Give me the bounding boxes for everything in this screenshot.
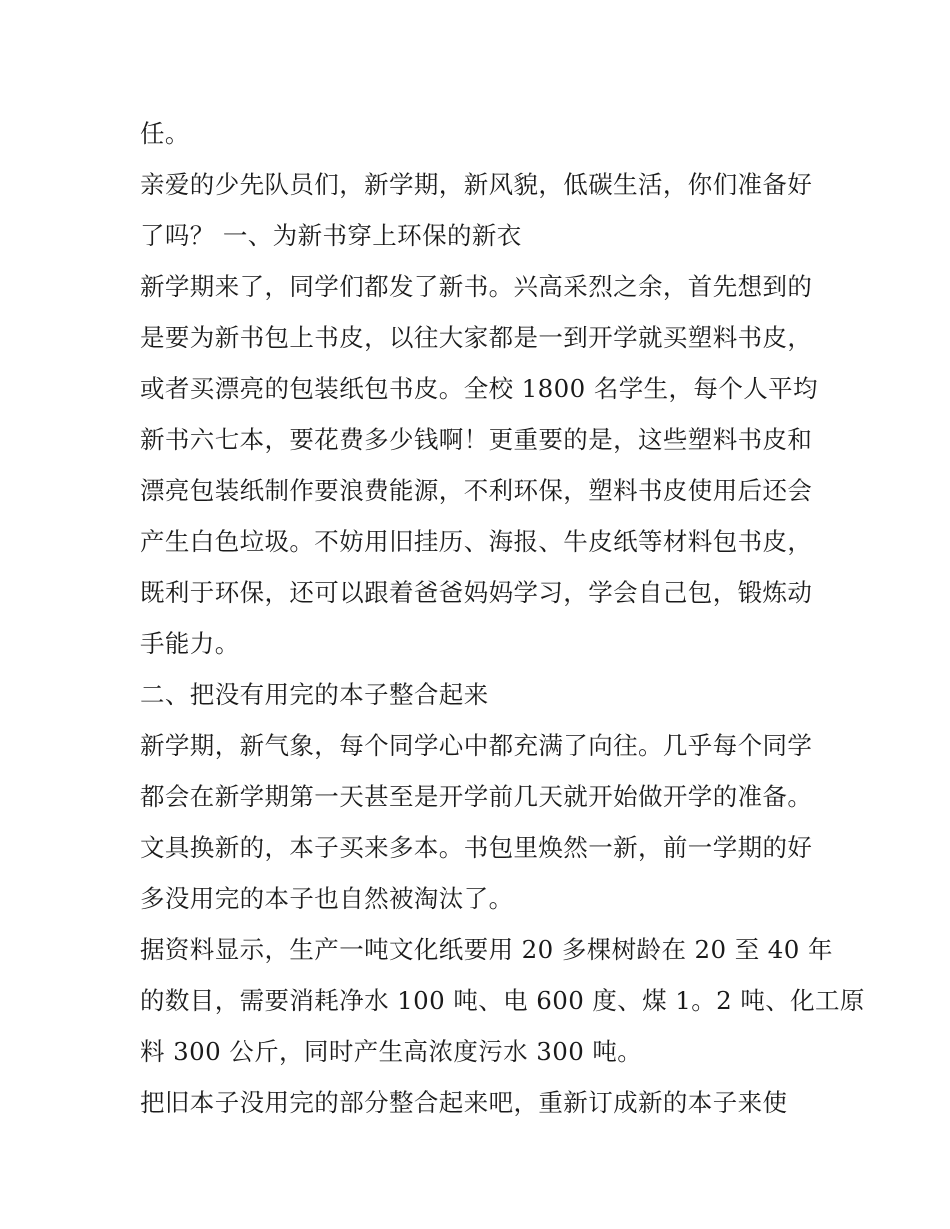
text-line: 既利于环保，还可以跟着爸爸妈妈学习，学会自己包，锻炼动 [140, 578, 813, 607]
text-line: 把旧本子没用完的部分整合起来吧，重新订成新的本子来使 [140, 1088, 788, 1117]
text-line: 新学期，新气象，每个同学心中都充满了向往。几乎每个同学 [140, 731, 813, 760]
text-line: 亲爱的少先队员们，新学期，新风貌，低碳生活，你们准备好 [140, 170, 813, 199]
text-line: 或者买漂亮的包装纸包书皮。全校 1800 名学生，每个人平均 [140, 374, 818, 403]
text-line: 手能力。 [140, 629, 240, 658]
text-line: 都会在新学期第一天甚至是开学前几天就开始做开学的准备。 [140, 782, 813, 811]
text-line: 产生白色垃圾。不妨用旧挂历、海报、牛皮纸等材料包书皮， [140, 527, 813, 556]
text-line: 料 300 公斤，同时产生高浓度污水 300 吨。 [140, 1037, 643, 1066]
document-body [140, 108, 865, 1128]
text-line: 多没用完的本子也自然被淘汰了。 [140, 884, 514, 913]
text-line: 新书六七本，要花费多少钱啊！更重要的是，这些塑料书皮和 [140, 425, 813, 454]
text-line: 据资料显示，生产一吨文化纸要用 20 多棵树龄在 20 至 40 年 [140, 935, 833, 964]
text-line: 任。 [140, 119, 190, 148]
text-line: 了吗？ 一、为新书穿上环保的新衣 [140, 221, 522, 250]
text-line: 新学期来了，同学们都发了新书。兴高采烈之余，首先想到的 [140, 272, 813, 301]
text-line: 的数目，需要消耗净水 100 吨、电 600 度、煤 1。2 吨、化工原 [140, 986, 865, 1015]
text-line: 文具换新的，本子买来多本。书包里焕然一新，前一学期的好 [140, 833, 813, 862]
text-line: 是要为新书包上书皮，以往大家都是一到开学就买塑料书皮， [140, 323, 813, 352]
section-heading: 二、把没有用完的本子整合起来 [140, 680, 489, 709]
text-line: 漂亮包装纸制作要浪费能源，不利环保，塑料书皮使用后还会 [140, 476, 813, 505]
